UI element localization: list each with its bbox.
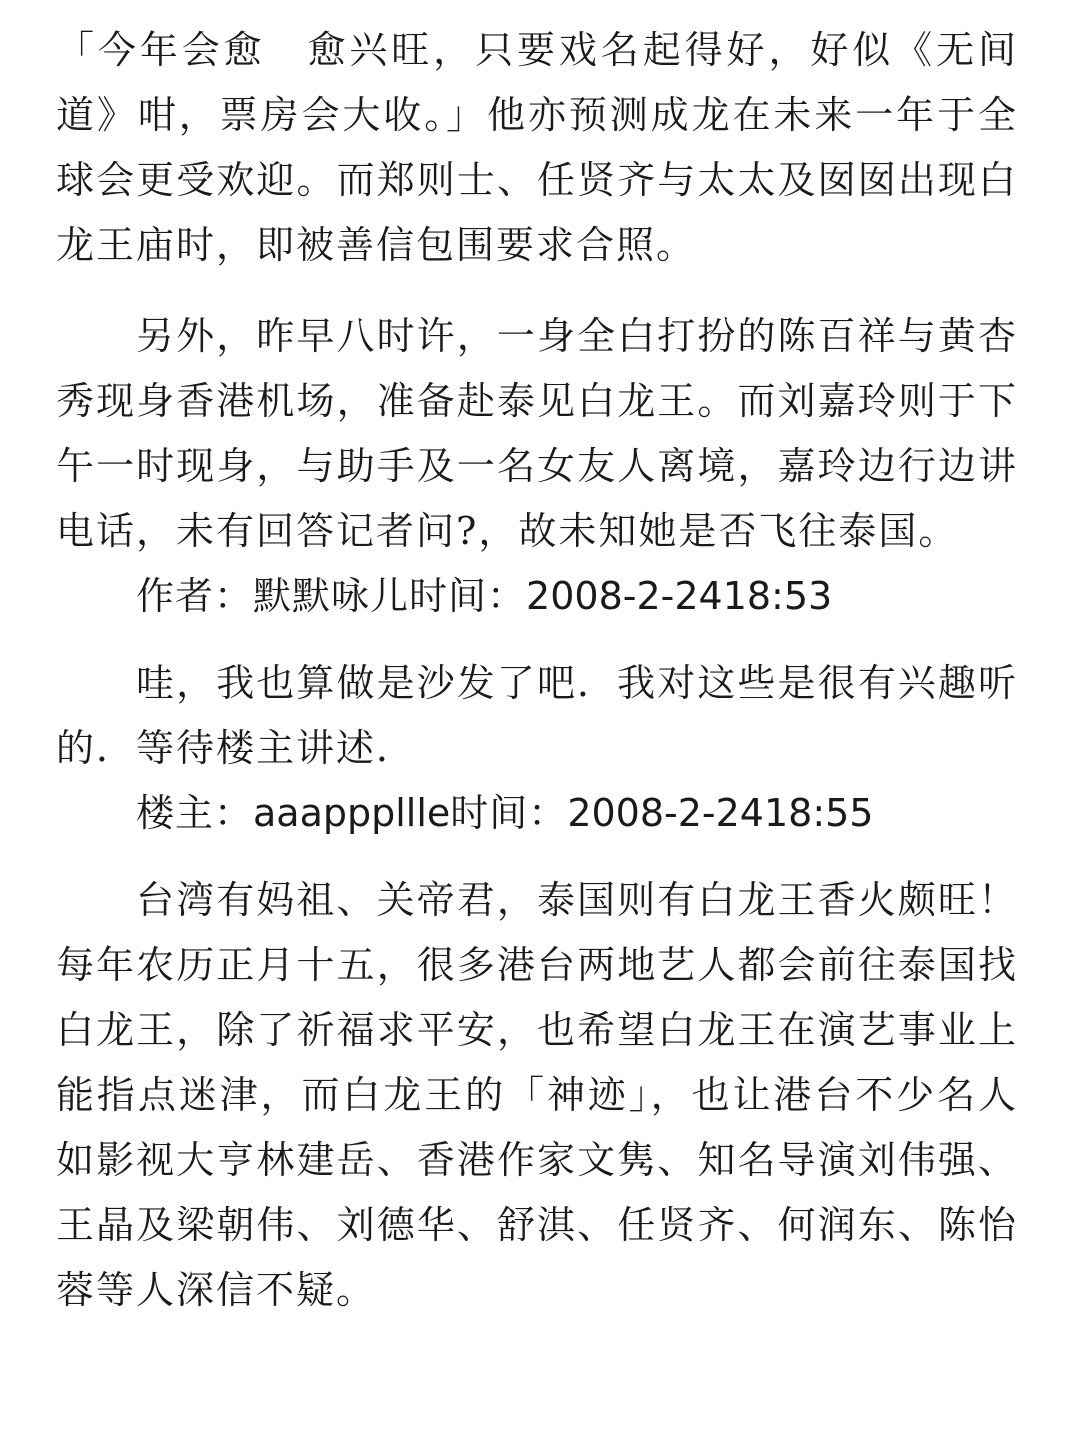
post-1-author: 默默咏儿 [253,574,410,618]
post-1-author-label: 作者： [136,574,254,618]
post-2-body: 台湾有妈祖、关帝君，泰国则有白龙王香火颇旺！每年农历正月十五，很多港台两地艺人都会前往泰国找白龙王，除了祈福求平安，也希望白龙王在演艺事业上能指点迷津，而白龙王的「神迹」，也让港台不少名人如影视大亨林建岳、香港作家文隽、知名导演刘伟强、王晶及梁朝伟、刘德华、舒淇、任贤齐、何润东、陈怡蓉等人深信不疑。 [56,878,1018,1312]
post-1-time: 2008-2-2418:53 [526,574,833,618]
post-1-meta [56,564,1018,629]
post-1-time-label: 时间： [409,574,527,618]
article-paragraph-2: 另外，昨早八时许，一身全白打扮的陈百祥与黄杏秀现身香港机场，准备赴泰见白龙王。而刘嘉玲则于下午一时现身，与助手及一名女友人离境，嘉玲边行边讲电话，未有回答记者问?，故未知她是否飞往泰国。 [56,314,1018,553]
post-1-body: 哇，我也算做是沙发了吧．我对这些是很有兴趣听的．等待楼主讲述． [56,661,1018,770]
post-2-author: aaapppllle [253,791,451,835]
document-page [56,18,1018,1323]
post-2-author-label: 楼主： [136,791,254,835]
post-2-meta [56,781,1018,846]
article-paragraph-1: 「今年会愈 愈兴旺，只要戏名起得好，好似《无间道》咁，票房会大收。」他亦预测成龙在未来一年于全球会更受欢迎。而郑则士、任贤齐与太太及囡囡出现白龙王庙时，即被善信包围要求合照。 [56,28,1018,267]
post-2-time: 2008-2-2418:55 [567,791,874,835]
post-2-time-label: 时间： [450,791,568,835]
